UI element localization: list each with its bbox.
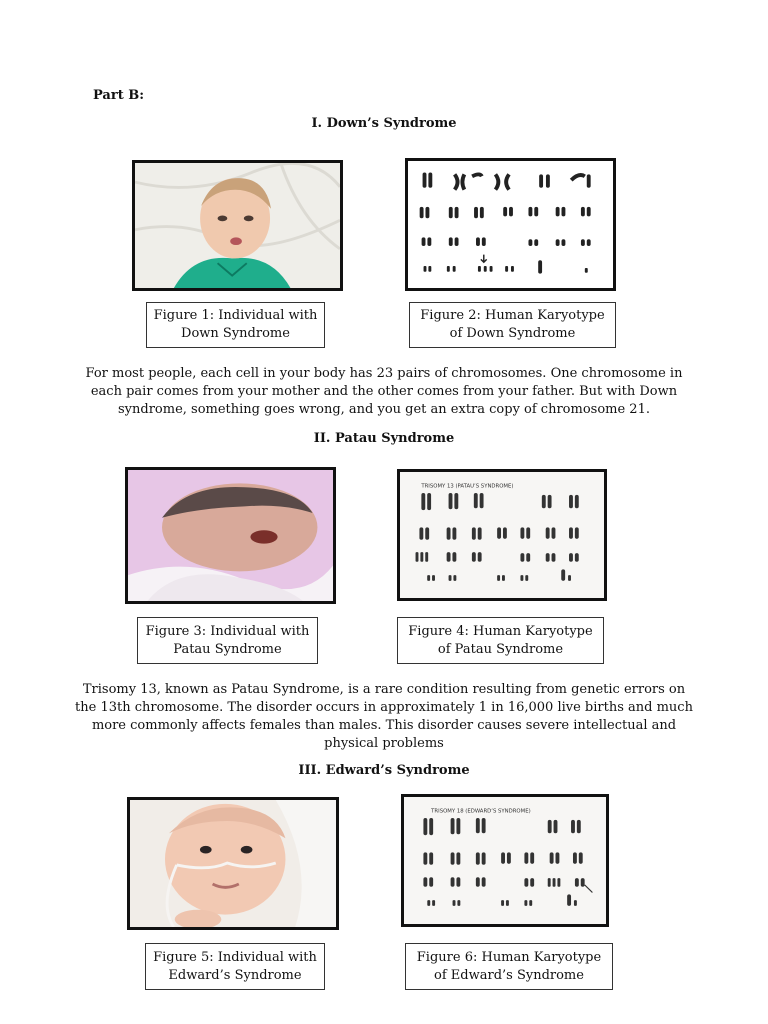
- figure-5-caption-line2: Edward’s Syndrome: [168, 967, 302, 983]
- paragraph-line: the 13th chromosome. The disorder occurs in approximately 1 in 16,000 live births and much: [75, 700, 693, 715]
- figure-5-caption-line1: Figure 5: Individual with: [153, 949, 317, 965]
- patau-karyotype-image: [397, 469, 607, 601]
- figure-2-caption-line2: of Down Syndrome: [449, 326, 576, 341]
- figure-4-caption-line2: of Patau Syndrome: [437, 641, 564, 657]
- patau-syndrome-paragraph: [40, 681, 728, 753]
- paragraph-line: physical problems: [324, 736, 444, 751]
- patau-karyotype-title: TRISOMY 13 (PATAU’S SYNDROME): [421, 483, 514, 490]
- figure-3-caption-line2: Patau Syndrome: [173, 641, 282, 657]
- figure-1-caption: [146, 302, 325, 348]
- down-syndrome-paragraph: [40, 365, 728, 419]
- figure-6-caption-line1: Figure 6: Human Karyotype: [416, 949, 602, 965]
- patau-syndrome-photo: [125, 467, 336, 604]
- paragraph-line: each pair comes from your mother and the other comes from your father. But with Down: [90, 384, 678, 399]
- part-label: Part B:: [93, 88, 145, 103]
- figure-1-caption-line1: Figure 1: Individual with: [153, 308, 318, 323]
- section-heading-patau: II. Patau Syndrome: [313, 431, 455, 446]
- paragraph-line: syndrome, something goes wrong, and you get an extra copy of chromosome 21.: [118, 402, 650, 417]
- edwards-karyotype-image: [401, 794, 609, 927]
- paragraph-line: Trisomy 13, known as Patau Syndrome, is a rare condition resulting from genetic errors on: [82, 682, 686, 697]
- figure-1-caption-line2: Down Syndrome: [181, 326, 290, 341]
- figure-6-caption: [405, 943, 613, 990]
- figure-2-caption-line1: Figure 2: Human Karyotype: [420, 308, 605, 323]
- edwards-karyotype-title: TRISOMY 18 (EDWARD’S SYNDROME): [431, 808, 531, 815]
- figure-5-caption: [145, 943, 325, 990]
- figure-4-caption-line1: Figure 4: Human Karyotype: [408, 623, 593, 639]
- figure-4-caption: [397, 617, 604, 664]
- paragraph-line: For most people, each cell in your body has 23 pairs of chromosomes. One chromosome in: [85, 366, 683, 381]
- down-karyotype-image: [405, 158, 616, 291]
- edwards-syndrome-photo: [127, 797, 339, 930]
- section-heading-edwards: III. Edward’s Syndrome: [298, 763, 470, 778]
- figure-6-caption-line2: of Edward’s Syndrome: [434, 967, 584, 983]
- section-heading-down: I. Down’s Syndrome: [311, 116, 457, 131]
- figure-3-caption-line1: Figure 3: Individual with: [145, 623, 310, 639]
- paragraph-line: more commonly affects females than males. This disorder causes severe intellectual and: [91, 718, 677, 733]
- figure-3-caption: [137, 617, 318, 664]
- figure-2-caption: [409, 302, 616, 348]
- down-syndrome-photo: [132, 160, 343, 291]
